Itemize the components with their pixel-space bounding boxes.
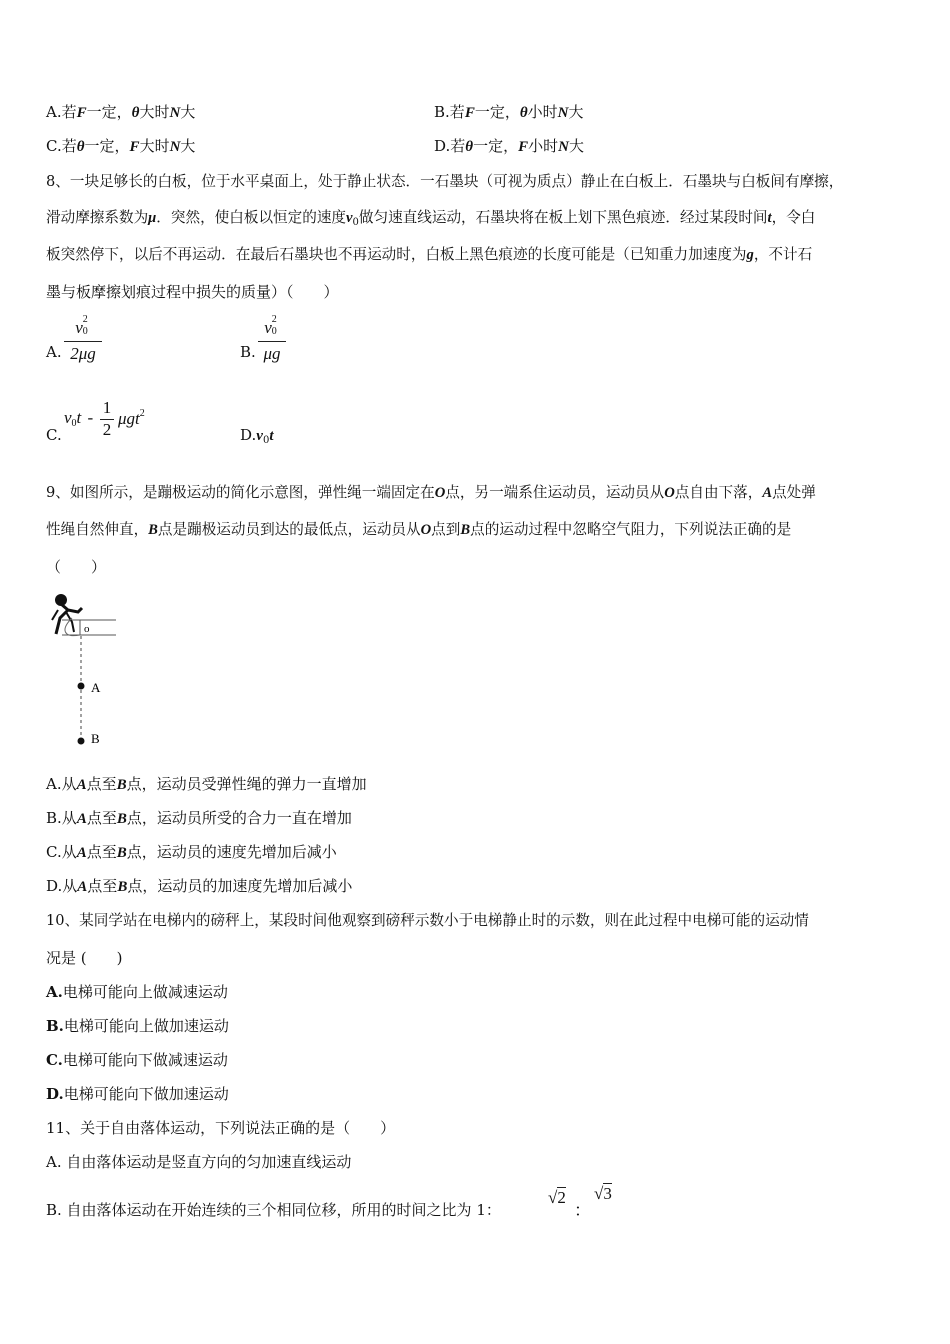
q7-option-d: D.若θ一定，F小时N大 xyxy=(434,137,584,155)
q10-option-b: B.电梯可能向上做加速运动 xyxy=(46,1017,229,1035)
q8-option-c-tail: μgt$^2$ xyxy=(118,408,145,428)
q9-option-a: A.从A点至B点，运动员受弹性绳的弹力一直增加 xyxy=(46,775,367,793)
q7-option-c: C.若θ一定，F大时N大 xyxy=(46,137,196,155)
q8-option-b-fraction: v 2 0 μg xyxy=(258,318,286,368)
q10-option-d: D.电梯可能向下做加速运动 xyxy=(46,1085,229,1103)
q9-stem-line2: 性绳自然伸直，B点是蹦极运动员到达的最低点，运动员从O点到B点的运动过程中忽略空气阻力，下列说法正确的是 xyxy=(46,521,792,538)
q10-stem-line1: 10、某同学站在电梯内的磅秤上，某段时间他观察到磅秤示数小于电梯静止时的示数，则在此过程中电梯可能的运动情 xyxy=(46,912,809,929)
point-b-dot xyxy=(78,738,85,745)
q8-option-d: $D.v_0t$ xyxy=(240,426,274,446)
figure-label-o: o xyxy=(84,623,90,635)
figure-label-b: B xyxy=(91,731,100,746)
q9-stem-line3: （ ） xyxy=(46,558,107,576)
q7-option-a: A.若F一定，θ大时N大 xyxy=(46,103,196,121)
jumper-figure xyxy=(52,594,82,634)
q11-colon: ： xyxy=(574,1201,591,1220)
q10-option-c: C.电梯可能向下做减速运动 xyxy=(46,1051,228,1069)
q11-option-a: A. 自由落体运动是竖直方向的匀加速直线运动 xyxy=(46,1153,352,1171)
q10-option-a: A.电梯可能向上做减速运动 xyxy=(46,983,228,1001)
q8-option-a-fraction: v 2 0 2μg xyxy=(64,318,102,368)
q8-stem-line4: 墨与板摩擦划痕过程中损失的质量）（ ） xyxy=(46,283,339,301)
q11-sqrt3: √3 xyxy=(594,1184,612,1203)
q10-stem-line2: 况是 ( ) xyxy=(46,949,123,967)
q8-stem-line2: 滑动摩擦系数为μ．突然，使白板以恒定的速度$v_0$做匀速直线运动，石墨块将在板上划下黑色痕迹．经过某段时间t，令白 xyxy=(46,209,816,228)
q9-option-d: D.从A点至B点，运动员的加速度先增加后减小 xyxy=(46,877,353,895)
figure-label-a: A xyxy=(91,680,101,695)
q7-option-b: B.若F一定，θ小时N大 xyxy=(434,103,584,121)
bungee-diagram xyxy=(46,588,126,756)
q9-stem-line1: 9、如图所示，是蹦极运动的简化示意图，弹性绳一端固定在O点，另一端系住运动员，运动员从O点自由下落，A点处弹 xyxy=(46,484,816,501)
q8-option-b-label: B. xyxy=(240,343,256,361)
point-a-dot xyxy=(78,683,85,690)
q8-stem-line1: 8、一块足够长的白板，位于水平桌面上，处于静止状态．一石墨块（可视为质点）静止在白板上．石墨块与白板间有摩擦， xyxy=(46,173,844,190)
q11-sqrt2: √2 xyxy=(548,1188,566,1207)
q11-stem: 11、关于自由落体运动，下列说法正确的是（ ） xyxy=(46,1119,396,1137)
q9-option-b: B.从A点至B点，运动员所受的合力一直在增加 xyxy=(46,809,352,827)
q8-option-c-expression: $v_0t$ - xyxy=(64,408,94,429)
q8-option-c-label: C. xyxy=(46,426,62,444)
q8-stem-line3: 板突然停下，以后不再运动．在最后石墨块也不再运动时，白板上黑色痕迹的长度可能是（已知重力加速度为g，不计石 xyxy=(46,246,813,263)
q8-option-c-half: 1 2 xyxy=(100,398,114,446)
q8-option-a-label: A. xyxy=(46,343,62,361)
q11-option-b: B. 自由落体运动在开始连续的三个相同位移，所用的时间之比为 1： xyxy=(46,1201,501,1219)
q9-option-c: C.从A点至B点，运动员的速度先增加后减小 xyxy=(46,843,337,861)
